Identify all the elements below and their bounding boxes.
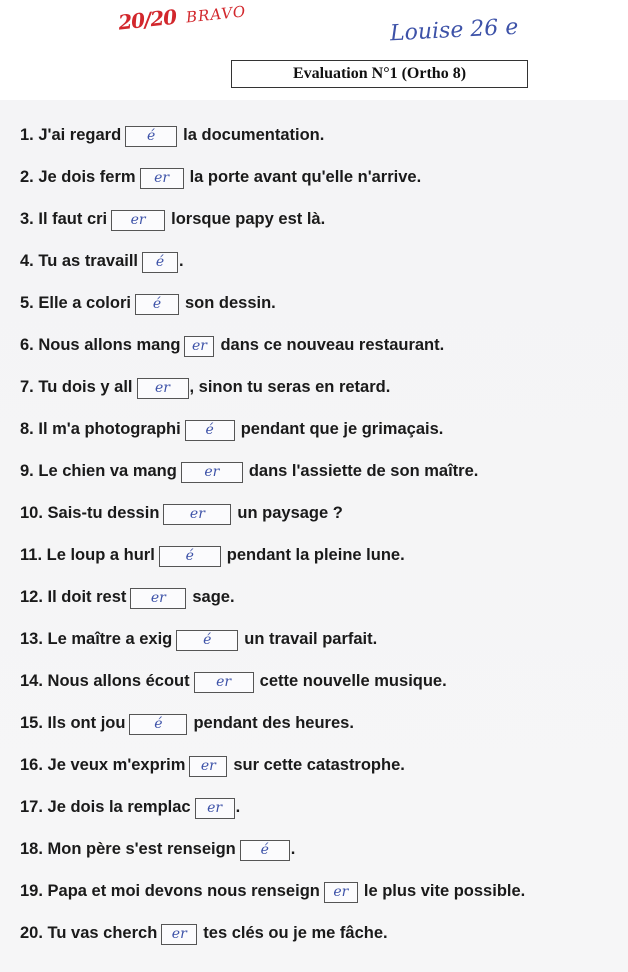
question-number: 8. xyxy=(20,419,34,438)
question-item xyxy=(20,660,620,702)
question-text-after: pendant la pleine lune. xyxy=(226,545,405,564)
question-text-before: Papa et moi devons nous renseign xyxy=(47,881,320,900)
question-text-before: Il faut cri xyxy=(38,209,108,228)
question-text-after: pendant des heures. xyxy=(193,713,354,732)
question-number: 16. xyxy=(20,755,43,774)
answer-box[interactable]: é xyxy=(135,294,179,315)
question-item xyxy=(20,912,620,954)
answer-box[interactable]: er xyxy=(195,798,235,819)
question-text-after: . xyxy=(235,797,241,816)
answer-box[interactable]: er xyxy=(137,378,189,399)
question-number: 12. xyxy=(20,587,43,606)
question-text-before: Elle a colori xyxy=(38,293,131,312)
question-item xyxy=(20,870,620,912)
question-item xyxy=(20,282,620,324)
question-number: 11. xyxy=(20,545,43,564)
answer-box[interactable]: er xyxy=(163,504,231,525)
question-text-after: son dessin. xyxy=(184,293,276,312)
question-text-after: dans ce nouveau restaurant. xyxy=(220,335,445,354)
answer-box[interactable]: er xyxy=(324,882,358,903)
question-text-after: lorsque papy est là. xyxy=(171,209,326,228)
question-item xyxy=(20,576,620,618)
answer-box[interactable]: er xyxy=(161,924,197,945)
question-text-after: un travail parfait. xyxy=(244,629,378,648)
question-text-after: . xyxy=(179,251,184,270)
student-name: Louise 26 e xyxy=(389,14,519,47)
question-number: 15. xyxy=(20,713,43,732)
question-text-before: Ils ont jou xyxy=(47,713,126,732)
answer-box[interactable]: é xyxy=(185,420,235,441)
question-text-before: Le chien va mang xyxy=(38,461,177,480)
question-text-after: cette nouvelle musique. xyxy=(259,671,447,690)
answer-box[interactable]: er xyxy=(194,672,254,693)
question-item xyxy=(20,534,620,576)
question-number: 4. xyxy=(20,251,34,270)
answer-box[interactable]: é xyxy=(142,252,178,273)
question-item xyxy=(20,744,620,786)
question-text-before: Mon père s'est renseign xyxy=(47,839,236,858)
question-item xyxy=(20,618,620,660)
question-text-after: tes clés ou je me fâche. xyxy=(203,923,388,942)
answer-box[interactable]: er xyxy=(130,588,186,609)
question-text-before: Sais-tu dessin xyxy=(47,503,160,522)
question-item xyxy=(20,828,620,870)
question-number: 13. xyxy=(20,629,43,648)
question-text-before: Tu as travaill xyxy=(38,251,139,270)
answer-box[interactable]: é xyxy=(240,840,290,861)
question-item xyxy=(20,198,620,240)
question-number: 14. xyxy=(20,671,43,690)
teacher-score xyxy=(117,0,247,35)
answer-box[interactable]: é xyxy=(159,546,221,567)
question-item xyxy=(20,450,620,492)
page-title-text: Evaluation N°1 (Ortho 8) xyxy=(292,65,467,82)
question-list xyxy=(20,114,620,954)
question-item xyxy=(20,492,620,534)
question-text-before: Tu dois y all xyxy=(38,377,133,396)
answer-box[interactable]: é xyxy=(125,126,177,147)
question-number: 17. xyxy=(20,797,43,816)
question-text-before: Je dois la remplac xyxy=(47,797,191,816)
question-item xyxy=(20,240,620,282)
question-number: 20. xyxy=(20,923,43,942)
question-item xyxy=(20,324,620,366)
question-text-after: pendant que je grimaçais. xyxy=(240,419,444,438)
question-item xyxy=(20,702,620,744)
question-number: 7. xyxy=(20,377,34,396)
question-text-after: un paysage ? xyxy=(237,503,343,522)
question-text-before: Nous allons écout xyxy=(47,671,190,690)
question-number: 2. xyxy=(20,167,34,186)
question-text-after: dans l'assiette de son maître. xyxy=(248,461,479,480)
question-number: 1. xyxy=(20,125,34,144)
question-text-before: Il m'a photographi xyxy=(38,419,181,438)
question-number: 5. xyxy=(20,293,34,312)
question-text-after: , sinon tu seras en retard. xyxy=(189,377,391,396)
answer-box[interactable]: é xyxy=(129,714,187,735)
answer-box[interactable]: er xyxy=(111,210,165,231)
question-text-after: le plus vite possible. xyxy=(363,881,526,900)
question-text-before: Il doit rest xyxy=(47,587,127,606)
question-text-before: Nous allons mang xyxy=(38,335,181,354)
question-text-before: Tu vas cherch xyxy=(47,923,158,942)
question-text-after: sur cette catastrophe. xyxy=(233,755,405,774)
question-text-after: sage. xyxy=(192,587,235,606)
question-item xyxy=(20,114,620,156)
question-text-before: Je veux m'exprim xyxy=(47,755,186,774)
answer-box[interactable]: er xyxy=(140,168,184,189)
question-text-after: . xyxy=(290,839,296,858)
question-item xyxy=(20,408,620,450)
question-item xyxy=(20,156,620,198)
question-number: 19. xyxy=(20,881,43,900)
question-number: 3. xyxy=(20,209,34,228)
answer-box[interactable]: er xyxy=(184,336,214,357)
question-text-after: la porte avant qu'elle n'arrive. xyxy=(189,167,422,186)
answer-box[interactable]: er xyxy=(189,756,227,777)
question-text-before: Le maître a exig xyxy=(47,629,173,648)
answer-box[interactable]: é xyxy=(176,630,238,651)
question-number: 18. xyxy=(20,839,43,858)
question-text-before: Je dois ferm xyxy=(38,167,136,186)
question-item xyxy=(20,786,620,828)
page-title xyxy=(231,60,528,88)
question-item xyxy=(20,366,620,408)
question-number: 10. xyxy=(20,503,43,522)
teacher-remark: BRAVO xyxy=(185,2,248,27)
question-number: 6. xyxy=(20,335,34,354)
answer-box[interactable]: er xyxy=(181,462,243,483)
question-text-before: Le loup a hurl xyxy=(46,545,155,564)
score-value: 20/20 xyxy=(117,4,178,35)
question-text-after: la documentation. xyxy=(183,125,325,144)
question-number: 9. xyxy=(20,461,34,480)
question-text-before: J'ai regard xyxy=(38,125,122,144)
